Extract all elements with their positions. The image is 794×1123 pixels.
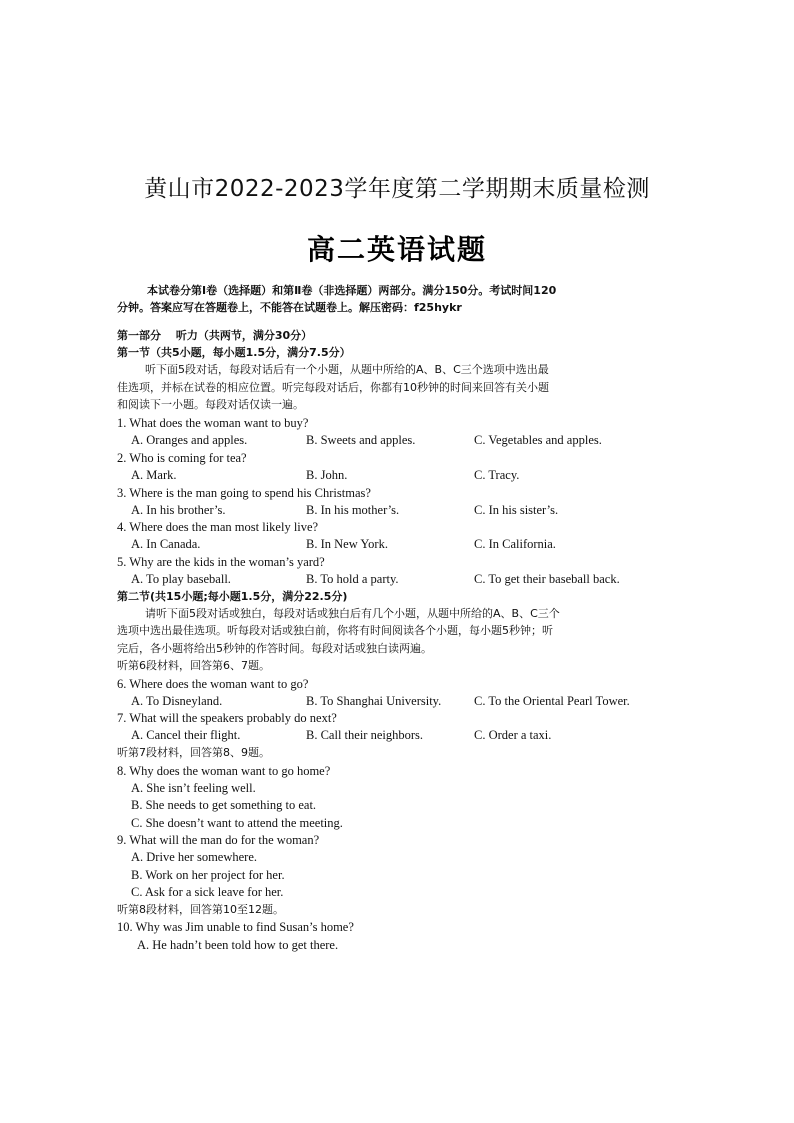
exam-title: 黄山市2022-2023学年度第二学期期末质量检测 <box>144 176 650 202</box>
section2-heading: 第二节(共15小题;每小题1.5分，满分22.5分) <box>117 590 348 603</box>
question-6-option-a: A. To Disneyland. <box>131 694 223 708</box>
question-6-option-c: C. To the Oriental Pearl Tower. <box>474 694 630 708</box>
question-8-option-a: A. She isn’t feeling well. <box>131 781 256 795</box>
question-3: 3. Where is the man going to spend his Christmas? <box>117 486 371 500</box>
question-4-option-a: A. In Canada. <box>131 537 201 551</box>
question-4: 4. Where does the man most likely live? <box>117 520 319 534</box>
question-10-option-a: A. He hadn’t been told how to get there. <box>137 938 339 952</box>
part1-heading: 第一部分 听力（共两节，满分30分） <box>117 329 313 342</box>
question-4-option-c: C. In California. <box>474 537 556 551</box>
question-3-option-a: A. In his brother’s. <box>131 503 226 517</box>
question-3-option-c: C. In his sister’s. <box>474 503 559 517</box>
question-5-option-c: C. To get their baseball back. <box>474 572 620 586</box>
question-9: 9. What will the man do for the woman? <box>117 833 320 847</box>
section1-instructions-3: 和阅读下一小题。每段对话仅读一遍。 <box>117 398 304 411</box>
intro-line-1: 本试卷分第Ⅰ卷（选择题）和第Ⅱ卷（非选择题）两部分。满分150分。考试时间120 <box>147 284 557 297</box>
question-6: 6. Where does the woman want to go? <box>117 677 309 691</box>
question-3-option-b: B. In his mother’s. <box>306 503 400 517</box>
question-9-option-b: B. Work on her project for her. <box>131 868 285 882</box>
intro-line-2: 分钟。答案应写在答题卷上，不能答在试题卷上。解压密码：f25hykr <box>117 301 462 314</box>
question-7-option-a: A. Cancel their flight. <box>131 728 241 742</box>
question-8: 8. Why does the woman want to go home? <box>117 764 331 778</box>
section1-instructions-1: 听下面5段对话，每段对话后有一个小题，从题中所给的A、B、C三个选项中选出最 <box>145 363 549 376</box>
material-7-note: 听第7段材料，回答第8、9题。 <box>117 746 270 759</box>
question-4-option-b: B. In New York. <box>306 537 388 551</box>
question-1-option-b: B. Sweets and apples. <box>306 433 416 447</box>
question-5-option-a: A. To play baseball. <box>131 572 231 586</box>
question-7-option-c: C. Order a taxi. <box>474 728 552 742</box>
section2-instructions-2: 选项中选出最佳选项。听每段对话或独白前，你将有时间阅读各个小题，每小题5秒钟；听 <box>117 624 553 637</box>
question-2-option-b: B. John. <box>306 468 348 482</box>
question-8-option-b: B. She needs to get something to eat. <box>131 798 317 812</box>
section2-instructions-3: 完后，各小题将给出5秒钟的作答时间。每段对话或独白读两遍。 <box>117 642 432 655</box>
question-5: 5. Why are the kids in the woman’s yard? <box>117 555 325 569</box>
question-1: 1. What does the woman want to buy? <box>117 416 309 430</box>
section2-instructions-1: 请听下面5段对话或独白，每段对话或独白后有几个小题，从题中所给的A、B、C三个 <box>145 607 560 620</box>
question-7-option-b: B. Call their neighbors. <box>306 728 423 742</box>
exam-subtitle: 高二英语试题 <box>306 233 487 266</box>
question-2-option-a: A. Mark. <box>131 468 177 482</box>
question-8-option-c: C. She doesn’t want to attend the meeting. <box>131 816 343 830</box>
material-6-note: 听第6段材料，回答第6、7题。 <box>117 659 270 672</box>
question-9-option-c: C. Ask for a sick leave for her. <box>131 885 284 899</box>
question-2-option-c: C. Tracy. <box>474 468 520 482</box>
question-5-option-b: B. To hold a party. <box>306 572 399 586</box>
question-1-option-c: C. Vegetables and apples. <box>474 433 602 447</box>
question-7: 7. What will the speakers probably do next? <box>117 711 337 725</box>
question-9-option-a: A. Drive her somewhere. <box>131 850 257 864</box>
section1-instructions-2: 佳选项，并标在试卷的相应位置。听完每段对话后，你都有10秒钟的时间来回答有关小题 <box>117 381 549 394</box>
question-10: 10. Why was Jim unable to find Susan’s home? <box>117 920 354 934</box>
question-6-option-b: B. To Shanghai University. <box>306 694 442 708</box>
section1-heading: 第一节（共5小题，每小题1.5分，满分7.5分） <box>117 346 351 359</box>
material-8-note: 听第8段材料，回答第10至12题。 <box>117 903 284 916</box>
question-2: 2. Who is coming for tea? <box>117 451 247 465</box>
question-1-option-a: A. Oranges and apples. <box>131 433 248 447</box>
